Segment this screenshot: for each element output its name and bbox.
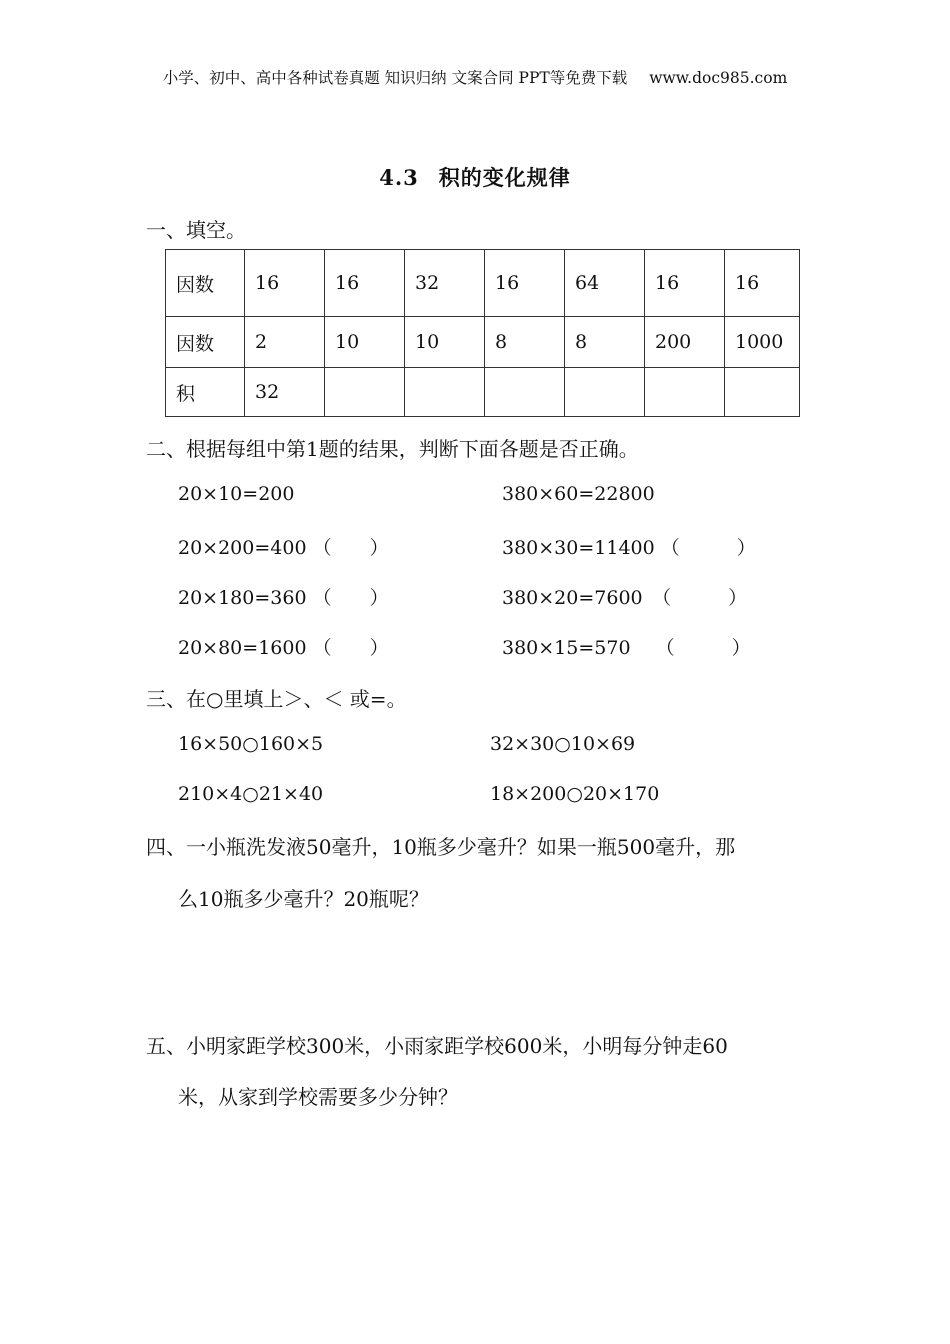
answer-cell[interactable] [325, 368, 405, 417]
table-cell: 因数 [166, 317, 245, 368]
section3-label: 三、在○里填上＞、＜ 或=。 [146, 687, 407, 711]
table-cell: 1000 [725, 317, 800, 368]
header-text: 小学、初中、高中各种试卷真题 知识归纳 文案合同 PPT等免费下载 [162, 69, 628, 87]
equation-left-4: 20×80=1600 （ ） [178, 637, 389, 659]
header-site: www.doc985.com [649, 69, 788, 87]
table-cell: 8 [565, 317, 645, 368]
table-cell: 16 [725, 250, 800, 317]
table-cell: 32 [245, 368, 325, 417]
table-cell: 16 [485, 250, 565, 317]
compare-item-1: 16×50○160×5 [178, 733, 324, 755]
table-cell: 2 [245, 317, 325, 368]
section5-line1: 五、小明家距学校300米，小雨家距学校600米，小明每分钟走60 [146, 1034, 728, 1058]
table-row [166, 250, 800, 317]
section4-line2: 么10瓶多少毫升？20瓶呢？ [178, 887, 429, 911]
table-cell: 200 [645, 317, 725, 368]
equation-left-3: 20×180=360 （ ） [178, 587, 389, 609]
equation-right-1: 380×60=22800 [502, 483, 655, 505]
table-cell: 10 [405, 317, 485, 368]
table-cell: 16 [245, 250, 325, 317]
equation-right-4: 380×15=570 （ ） [502, 637, 751, 659]
answer-cell[interactable] [405, 368, 485, 417]
table-cell: 因数 [166, 250, 245, 317]
compare-item-3: 210×4○21×40 [178, 783, 324, 805]
table-cell: 8 [485, 317, 565, 368]
compare-item-2: 32×30○10×69 [490, 733, 636, 755]
table-cell: 64 [565, 250, 645, 317]
table-cell: 16 [645, 250, 725, 317]
equation-left-2: 20×200=400 （ ） [178, 537, 389, 559]
compare-item-4: 18×200○20×170 [490, 783, 660, 805]
table-cell: 积 [166, 368, 245, 417]
table-row [166, 317, 800, 368]
title-number: 4.3 [379, 165, 419, 190]
table-cell: 16 [325, 250, 405, 317]
answer-cell[interactable] [725, 368, 800, 417]
equation-right-3: 380×20=7600 （ ） [502, 587, 748, 609]
table-row [166, 368, 800, 417]
answer-cell[interactable] [485, 368, 565, 417]
page-title [0, 162, 950, 192]
page-header [0, 66, 950, 88]
table-cell: 32 [405, 250, 485, 317]
equation-left-1: 20×10=200 [178, 483, 295, 505]
section4-line1: 四、一小瓶洗发液50毫升，10瓶多少毫升？如果一瓶500毫升，那 [146, 835, 736, 859]
table-cell: 10 [325, 317, 405, 368]
answer-cell[interactable] [565, 368, 645, 417]
section1-label: 一、填空。 [146, 218, 246, 242]
factor-table [165, 249, 800, 417]
section5-line2: 米，从家到学校需要多少分钟？ [178, 1085, 458, 1109]
title-text: 积的变化规律 [438, 165, 571, 190]
equation-right-2: 380×30=11400 （ ） [502, 537, 756, 559]
section2-label: 二、根据每组中第1题的结果，判断下面各题是否正确。 [146, 437, 639, 461]
answer-cell[interactable] [645, 368, 725, 417]
